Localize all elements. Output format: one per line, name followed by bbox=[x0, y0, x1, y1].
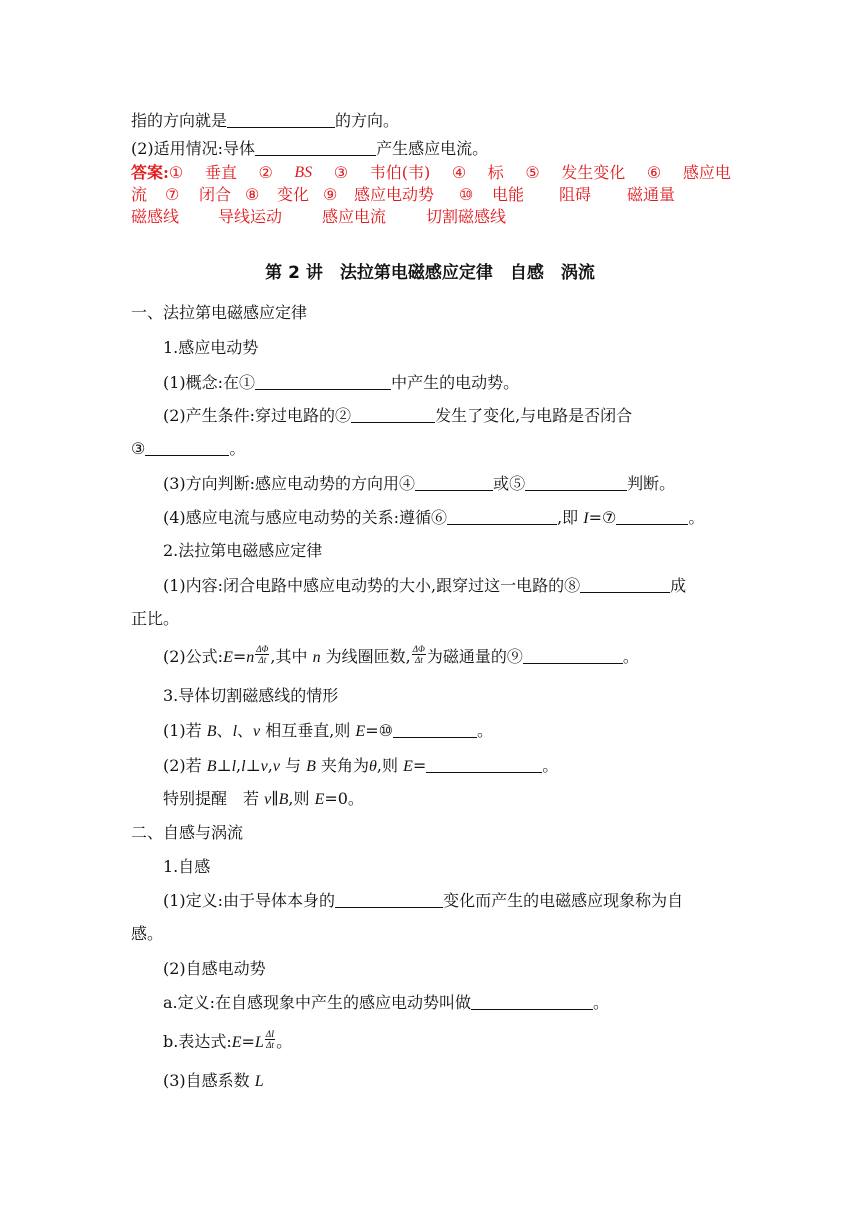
answer-item: 电能 bbox=[492, 185, 525, 204]
text: (2)产生条件:穿过电路的② bbox=[163, 406, 352, 425]
symbol: v bbox=[260, 758, 268, 775]
text: 、 bbox=[237, 721, 254, 740]
text: (1)若 bbox=[163, 721, 207, 740]
text: b.表达式: bbox=[163, 1032, 232, 1051]
symbol: E bbox=[223, 649, 233, 666]
text: = bbox=[412, 756, 427, 775]
text: (1)内容:闭合电路中感应电动势的大小,跟穿过这一电路的⑧ bbox=[163, 576, 581, 595]
text: 与 bbox=[279, 756, 307, 775]
text: 。 bbox=[276, 1032, 293, 1051]
answer-row-1 bbox=[131, 162, 731, 184]
answer-item: 流 bbox=[131, 185, 148, 204]
text: 。 bbox=[593, 993, 610, 1012]
answer-item: ④ bbox=[451, 163, 467, 182]
symbol: l bbox=[241, 758, 246, 775]
text: 产生感应电流。 bbox=[376, 139, 489, 158]
text: =0。 bbox=[324, 789, 364, 808]
text-line bbox=[163, 992, 609, 1014]
symbol: l bbox=[231, 758, 237, 775]
text: 为磁通量的⑨ bbox=[426, 647, 523, 666]
text: 。 bbox=[476, 721, 493, 740]
text: 。 bbox=[622, 647, 639, 666]
symbol: L bbox=[254, 1034, 264, 1051]
answer-item: 闭合 bbox=[199, 185, 232, 204]
answer-row-3 bbox=[131, 206, 506, 228]
symbol: E bbox=[314, 791, 325, 808]
text-line bbox=[163, 575, 686, 597]
text: ,即 bbox=[557, 508, 584, 527]
text: 变化而产生的电磁感应现象称为自 bbox=[443, 891, 684, 910]
fraction-denominator: Δt bbox=[414, 655, 423, 665]
text: a.定义:在自感现象中产生的感应电动势叫做 bbox=[163, 993, 472, 1012]
text: ,则 bbox=[376, 756, 404, 775]
fraction-numerator: ΔΦ bbox=[256, 644, 269, 654]
answer-item: 切割磁感线 bbox=[426, 207, 507, 226]
text: 发生了变化,与电路是否闭合 bbox=[435, 406, 633, 425]
text-line bbox=[163, 890, 683, 912]
answer-item: ⑩ bbox=[459, 185, 474, 204]
answer-blank bbox=[351, 407, 435, 423]
text-line bbox=[131, 110, 399, 132]
answer-item: ① bbox=[168, 163, 184, 182]
symbol: θ bbox=[369, 758, 377, 775]
answer-item: ⑨ bbox=[323, 185, 338, 204]
answer-item: ⑦ bbox=[165, 185, 180, 204]
text-line bbox=[163, 372, 519, 394]
text: 的方向。 bbox=[335, 111, 400, 130]
text: (3)方向判断:感应电动势的方向用④ bbox=[163, 474, 416, 493]
text-line bbox=[163, 1070, 264, 1093]
fraction-denominator: Δt bbox=[266, 1040, 274, 1050]
text: (2)适用情况:导体 bbox=[131, 139, 256, 158]
fraction-delta-i-over-delta-t bbox=[265, 1029, 275, 1050]
text: 、 bbox=[216, 721, 233, 740]
answer-blank bbox=[255, 140, 376, 156]
text-line bbox=[163, 755, 558, 778]
symbol: n bbox=[246, 649, 255, 666]
symbol: B bbox=[278, 791, 289, 808]
formula-line bbox=[163, 646, 639, 669]
text: 特别提醒 若 bbox=[163, 789, 265, 808]
text: (1)定义:由于导体本身的 bbox=[163, 891, 336, 910]
text: = bbox=[232, 647, 247, 666]
answer-blank bbox=[335, 892, 443, 908]
text: =⑩ bbox=[365, 721, 393, 740]
text: ∥ bbox=[271, 789, 279, 808]
answer-blank bbox=[471, 994, 593, 1010]
symbol: v bbox=[272, 758, 280, 775]
text: ③ bbox=[131, 439, 146, 458]
answer-blank bbox=[447, 509, 557, 525]
answer-blank bbox=[523, 648, 623, 664]
text: (3)自感系数 bbox=[163, 1071, 255, 1090]
answer-item: 变化 bbox=[277, 185, 310, 204]
text: (2)公式: bbox=[163, 647, 224, 666]
symbol: E bbox=[355, 723, 366, 740]
text: 。 bbox=[229, 439, 246, 458]
fraction-delta-phi-over-delta-t bbox=[255, 644, 269, 665]
answer-item: 磁通量 bbox=[627, 185, 676, 204]
symbol: n bbox=[312, 649, 321, 666]
answer-item: ⑧ bbox=[245, 185, 260, 204]
symbol: E bbox=[231, 1034, 242, 1051]
fraction-numerator: ΔΦ bbox=[412, 644, 425, 654]
text: 为线圈匝数, bbox=[320, 647, 411, 666]
symbol: B bbox=[206, 723, 217, 740]
subsection-heading: 3.导体切割磁感线的情形 bbox=[163, 686, 339, 705]
answer-item: 标 bbox=[487, 163, 504, 182]
answer-item: ⑥ bbox=[646, 163, 662, 182]
answer-blank bbox=[426, 757, 542, 773]
answer-item: 韦伯(韦) bbox=[369, 163, 431, 182]
answer-item: ② bbox=[258, 163, 273, 182]
formula-line bbox=[163, 1031, 292, 1054]
text: , bbox=[267, 756, 273, 775]
answer-item: 垂直 bbox=[204, 163, 237, 182]
symbol: I bbox=[583, 510, 589, 527]
text: 夹角为 bbox=[315, 756, 370, 775]
text: , bbox=[236, 756, 242, 775]
answer-blank bbox=[255, 374, 391, 390]
text: 中产生的电动势。 bbox=[391, 373, 520, 392]
answer-item: 感应电 bbox=[682, 163, 731, 182]
text-line bbox=[163, 405, 632, 427]
answer-blank bbox=[525, 475, 627, 491]
answer-item: ③ bbox=[333, 163, 349, 182]
text: =⑦ bbox=[588, 508, 617, 527]
answer-item: 感应电流 bbox=[322, 207, 387, 226]
text: 成 bbox=[670, 576, 687, 595]
text-line: 正比。 bbox=[131, 609, 180, 628]
answer-item: 导线运动 bbox=[218, 207, 283, 226]
text: = bbox=[241, 1032, 255, 1051]
fraction-denominator: Δt bbox=[258, 655, 267, 665]
text: (4)感应电流与感应电动势的关系:遵循⑥ bbox=[163, 508, 448, 527]
symbol: L bbox=[254, 1073, 264, 1090]
answer-item: ⑤ bbox=[525, 163, 540, 182]
answer-item: 感应电动势 bbox=[354, 185, 435, 204]
special-note bbox=[163, 788, 364, 811]
answer-row-2 bbox=[131, 184, 675, 206]
answer-item: 磁感线 bbox=[131, 207, 180, 226]
text: (2)若 bbox=[163, 756, 207, 775]
text: 指的方向就是 bbox=[131, 111, 228, 130]
symbol: l bbox=[232, 723, 238, 740]
answer-blank bbox=[393, 722, 477, 738]
answer-blank bbox=[145, 440, 229, 456]
answer-blank bbox=[580, 577, 670, 593]
symbol: v bbox=[253, 723, 261, 740]
symbol: B bbox=[306, 758, 316, 775]
answer-item: BS bbox=[294, 164, 313, 181]
text: 。 bbox=[688, 508, 705, 527]
text-line bbox=[163, 507, 704, 530]
text: ,则 bbox=[288, 789, 315, 808]
answer-blank bbox=[616, 509, 688, 525]
text: 。 bbox=[542, 756, 559, 775]
text: ,其中 bbox=[270, 647, 313, 666]
text-line bbox=[131, 438, 245, 460]
answer-item: 发生变化 bbox=[561, 163, 626, 182]
answer-blank bbox=[227, 112, 335, 128]
text-line: (2)自感电动势 bbox=[163, 959, 266, 978]
text-line bbox=[163, 473, 675, 495]
text-line bbox=[131, 138, 488, 160]
text-line bbox=[163, 720, 493, 743]
section-heading: 二、自感与涡流 bbox=[131, 823, 244, 842]
fraction-delta-phi-over-delta-t bbox=[412, 644, 426, 665]
text: 判断。 bbox=[627, 474, 676, 493]
text: 相互垂直,则 bbox=[260, 721, 356, 740]
answer-label: 答案: bbox=[131, 163, 169, 182]
symbol: B bbox=[206, 758, 217, 775]
symbol: E bbox=[403, 758, 413, 775]
lecture-title: 第 2 讲 法拉第电磁感应定律 自感 涡流 bbox=[265, 263, 595, 283]
subsection-heading: 1.感应电动势 bbox=[163, 338, 259, 357]
text: ⊥ bbox=[245, 756, 261, 775]
symbol: v bbox=[264, 791, 272, 808]
text: ⊥ bbox=[216, 756, 232, 775]
text: 或⑤ bbox=[493, 474, 526, 493]
subsection-heading: 1.自感 bbox=[163, 857, 211, 876]
answer-blank bbox=[415, 475, 493, 491]
answer-item: 阻碍 bbox=[559, 185, 592, 204]
subsection-heading: 2.法拉第电磁感应定律 bbox=[163, 541, 323, 560]
section-heading: 一、法拉第电磁感应定律 bbox=[131, 303, 308, 322]
text-line: 感。 bbox=[131, 924, 164, 943]
text: (1)概念:在① bbox=[163, 373, 256, 392]
fraction-numerator: ΔI bbox=[265, 1029, 275, 1039]
